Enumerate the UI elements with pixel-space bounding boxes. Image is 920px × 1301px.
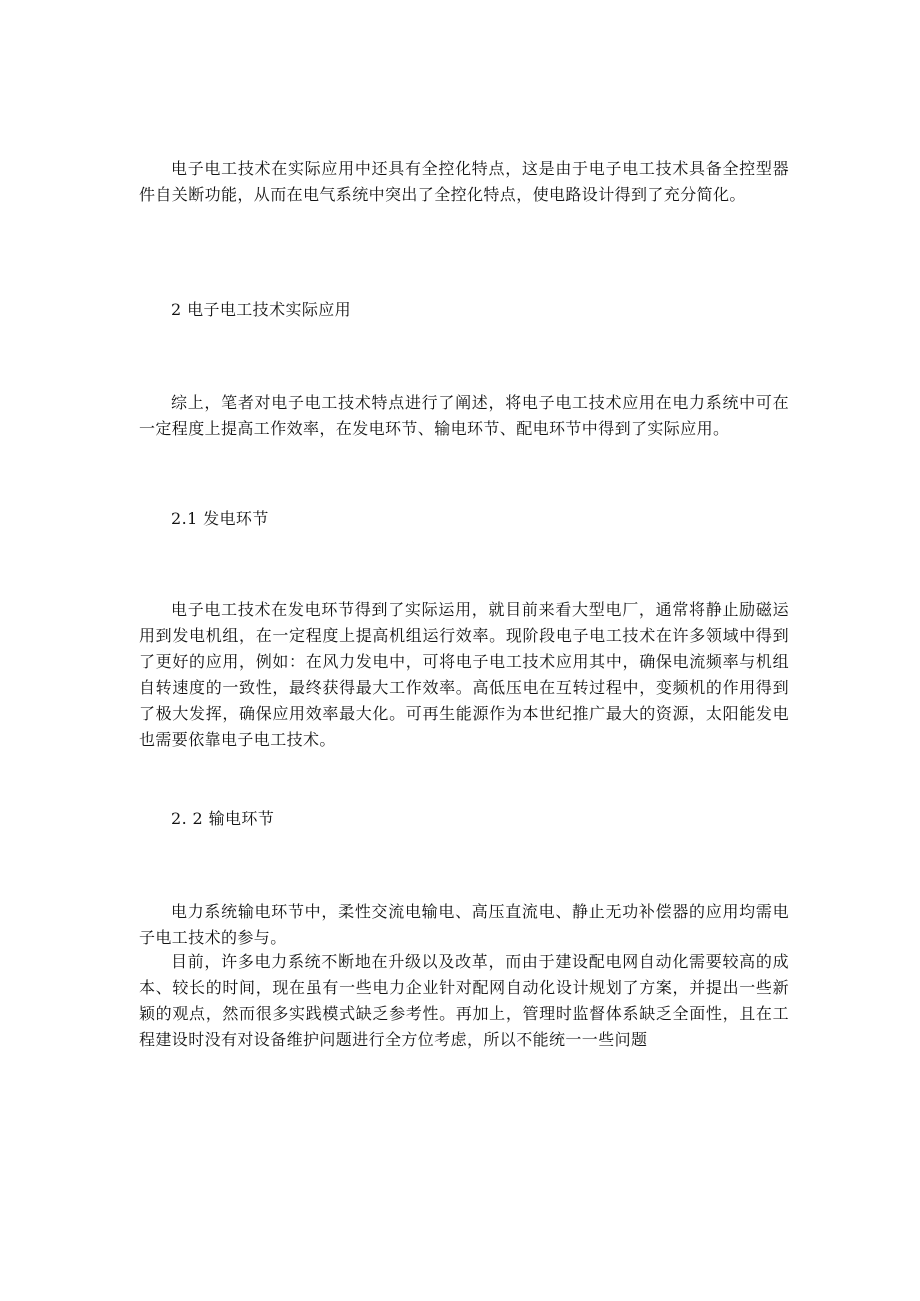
paragraph-full-control: 电子电工技术在实际应用中还具有全控化特点，这是由于电子电工技术具备全控型器件自关断功能，从而在电气系统中突出了全控化特点，使电路设计得到了充分简化。 [139,159,789,204]
paragraph-generation: 电子电工技术在发电环节得到了实际运用，就目前来看大型电厂，通常将静止励磁运用到发电机组，在一定程度上提高机组运行效率。现阶段电子电工技术在许多领域中得到了更好的应用，例如：在风力发电中，可将电子电工技术应用其中，确保电流频率与机组自转速度的一致性，最终获得最大工作效率。高低压电在互转过程中，变频机的作用得到了极大发挥，确保应用效率最大化。可再生能源作为本世纪推广最大的资源，太阳能发电也需要依靠电子电工技术。 [139,600,789,749]
subsection-heading-generation: 2.1 发电环节 [171,509,269,528]
paragraph-summary: 综上，笔者对电子电工技术特点进行了阐述，将电子电工技术应用在电力系统中可在一定程度上提高工作效率，在发电环节、输电环节、配电环节中得到了实际应用。 [139,393,789,438]
paragraph-transmission: 电力系统输电环节中，柔性交流电输电、高压直流电、静止无功补偿器的应用均需电子电工技术的参与。 [139,902,789,947]
paragraph-distribution-automation: 目前，许多电力系统不断地在升级以及改革，而由于建设配电网自动化需要较高的成本、较长的时间，现在虽有一些电力企业针对配网自动化设计规划了方案，并提出一些新颖的观点，然而很多实践模式缺乏参考性。再加上，管理时监督体系缺乏全面性，且在工程建设时没有对设备维护问题进行全方位考虑，所以不能统一一些问题 [139,952,789,1049]
section-heading-applications: 2 电子电工技术实际应用 [171,300,352,319]
subsection-heading-transmission: 2. 2 输电环节 [171,809,275,828]
